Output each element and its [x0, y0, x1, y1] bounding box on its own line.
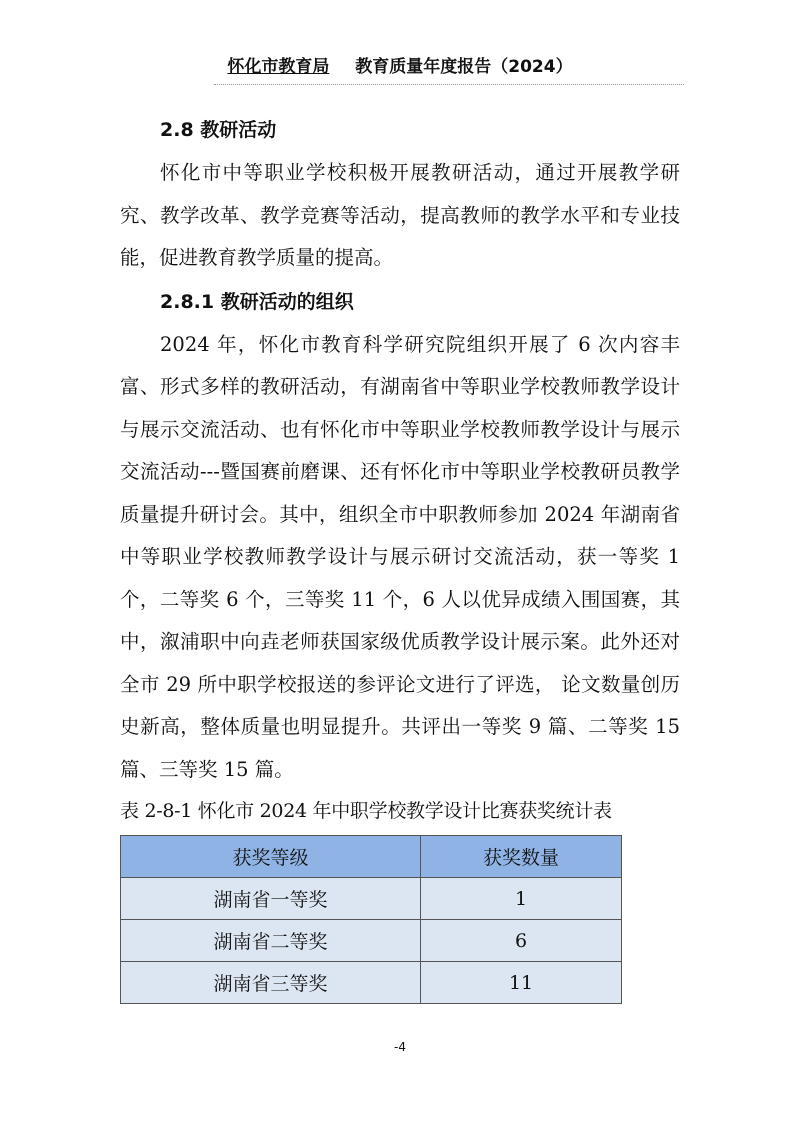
- section-2-8-1-heading: 2.8.1 教研活动的组织: [160, 290, 354, 313]
- table-row: [121, 962, 622, 1004]
- header-title: 教育质量年度报告（2024）: [355, 57, 573, 77]
- page-content: [120, 108, 680, 1004]
- award-level-cell: 湖南省一等奖: [121, 878, 421, 920]
- header-org: 怀化市教育局: [227, 57, 330, 77]
- page-number: -4: [394, 1040, 406, 1054]
- page-header: [120, 52, 680, 82]
- table-row: [121, 878, 622, 920]
- awards-table: [120, 835, 622, 1004]
- award-level-cell: 湖南省二等奖: [121, 920, 421, 962]
- award-count-cell: 6: [421, 920, 622, 962]
- column-header-count: 获奖数量: [421, 836, 622, 878]
- table-header-row: [121, 836, 622, 878]
- section-2-8-paragraph: 怀化市中等职业学校积极开展教研活动，通过开展教学研究、教学改革、教学竞赛等活动，提高教师的教学水平和专业技能，促进教育教学质量的提高。: [120, 161, 680, 269]
- section-2-8-heading: 2.8 教研活动: [160, 119, 277, 141]
- table-caption: 表 2-8-1 怀化市 2024 年中职学校教学设计比赛获奖统计表: [120, 800, 612, 822]
- award-level-cell: 湖南省三等奖: [121, 962, 421, 1004]
- header-divider: [214, 84, 684, 85]
- column-header-level: 获奖等级: [121, 836, 421, 878]
- section-2-8-1-paragraph: 2024 年，怀化市教育科学研究院组织开展了 6 次内容丰富、形式多样的教研活动，有湖南省中等职业学校教师教学设计与展示交流活动、也有怀化市中等职业学校教师教学设计与展示交流活动---暨国赛前磨课、还有怀化市中等职业学校教研员教学质量提升研讨会。其中，组织全市中职教师参加 2024 年湖南省中等职业学校教师教学设计与展示研讨交流活动，获一等奖 1 个，二等奖 6 个，三等奖 11 个，6 人以优异成绩入围国赛，其中，溆浦职中向垚老师获国家级优质教学设计展示案。此外还对全市 29 所中职学校报送的参评论文进行了评选， 论文数量创历史新高，整体质量也明显提升。共评出一等奖 9 篇、二等奖 15 篇、三等奖 15 篇。: [120, 332, 680, 781]
- award-count-cell: 1: [421, 878, 622, 920]
- award-count-cell: 11: [421, 962, 622, 1004]
- table-row: [121, 920, 622, 962]
